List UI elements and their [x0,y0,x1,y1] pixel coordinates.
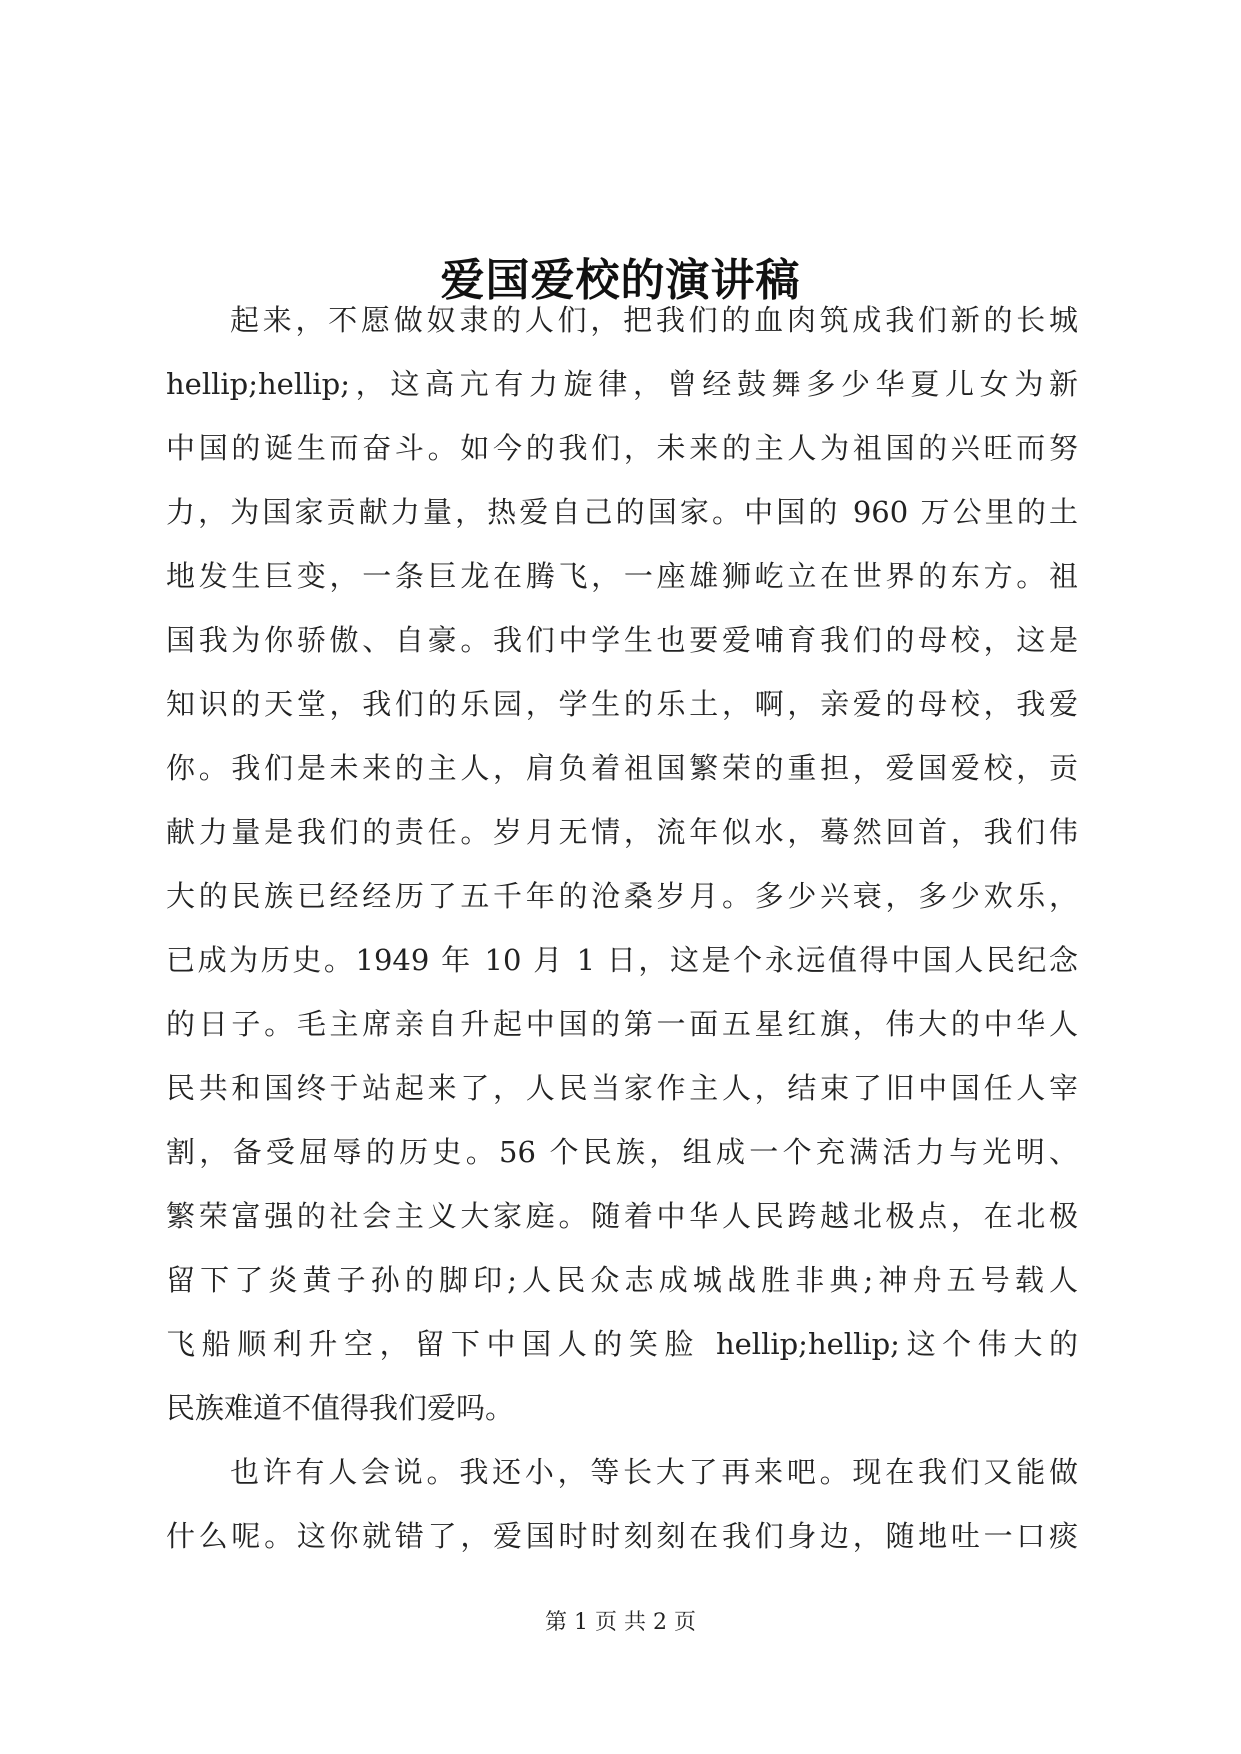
text-line: 留下了炎黄子孙的脚印;人民众志成城战胜非典;神舟五号载人 [166,1263,1078,1297]
text-line: 繁荣富强的社会主义大家庭。随着中华人民跨越北极点，在北极 [166,1199,1078,1233]
document-body [166,288,1078,1568]
paragraph-1 [166,288,1078,1440]
text-line: 你。我们是未来的主人，肩负着祖国繁荣的重担，爱国爱校，贡 [166,751,1078,785]
text-line: 已成为历史。1949 年 10 月 1 日，这是个永远值得中国人民纪念 [166,943,1078,977]
text-line: 地发生巨变，一条巨龙在腾飞，一座雄狮屹立在世界的东方。祖 [166,559,1078,593]
page-number-footer: 第 1 页 共 2 页 [545,1610,696,1635]
text-line: 力，为国家贡献力量，热爱自己的国家。中国的 960 万公里的土 [166,495,1078,529]
text-line: 国我为你骄傲、自豪。我们中学生也要爱哺育我们的母校，这是 [166,623,1078,657]
text-line: 割，备受屈辱的历史。56 个民族，组成一个充满活力与光明、 [166,1135,1078,1169]
text-line: 民族难道不值得我们爱吗。 [166,1391,515,1425]
text-line: 什么呢。这你就错了，爱国时时刻刻在我们身边，随地吐一口痰 [166,1519,1078,1553]
text-line: 大的民族已经经历了五千年的沧桑岁月。多少兴衰，多少欢乐， [166,879,1078,913]
text-line: 起来，不愿做奴隶的人们，把我们的血肉筑成我们新的长城 [230,303,1078,337]
text-line: hellip;hellip;，这高亢有力旋律，曾经鼓舞多少华夏儿女为新 [166,367,1078,401]
paragraph-2 [166,1440,1078,1568]
text-line: 民共和国终于站起来了，人民当家作主人，结束了旧中国任人宰 [166,1071,1078,1105]
text-line: 献力量是我们的责任。岁月无情，流年似水，蓦然回首，我们伟 [166,815,1078,849]
text-line: 中国的诞生而奋斗。如今的我们，未来的主人为祖国的兴旺而努 [166,431,1078,465]
text-line: 也许有人会说。我还小，等长大了再来吧。现在我们又能做 [230,1455,1078,1489]
text-line: 知识的天堂，我们的乐园，学生的乐土，啊，亲爱的母校，我爱 [166,687,1078,721]
document-title: 爱国爱校的演讲稿 [440,255,801,307]
text-line: 的日子。毛主席亲自升起中国的第一面五星红旗，伟大的中华人 [166,1007,1078,1041]
text-line: 飞船顺利升空，留下中国人的笑脸 hellip;hellip;这个伟大的 [166,1327,1078,1361]
